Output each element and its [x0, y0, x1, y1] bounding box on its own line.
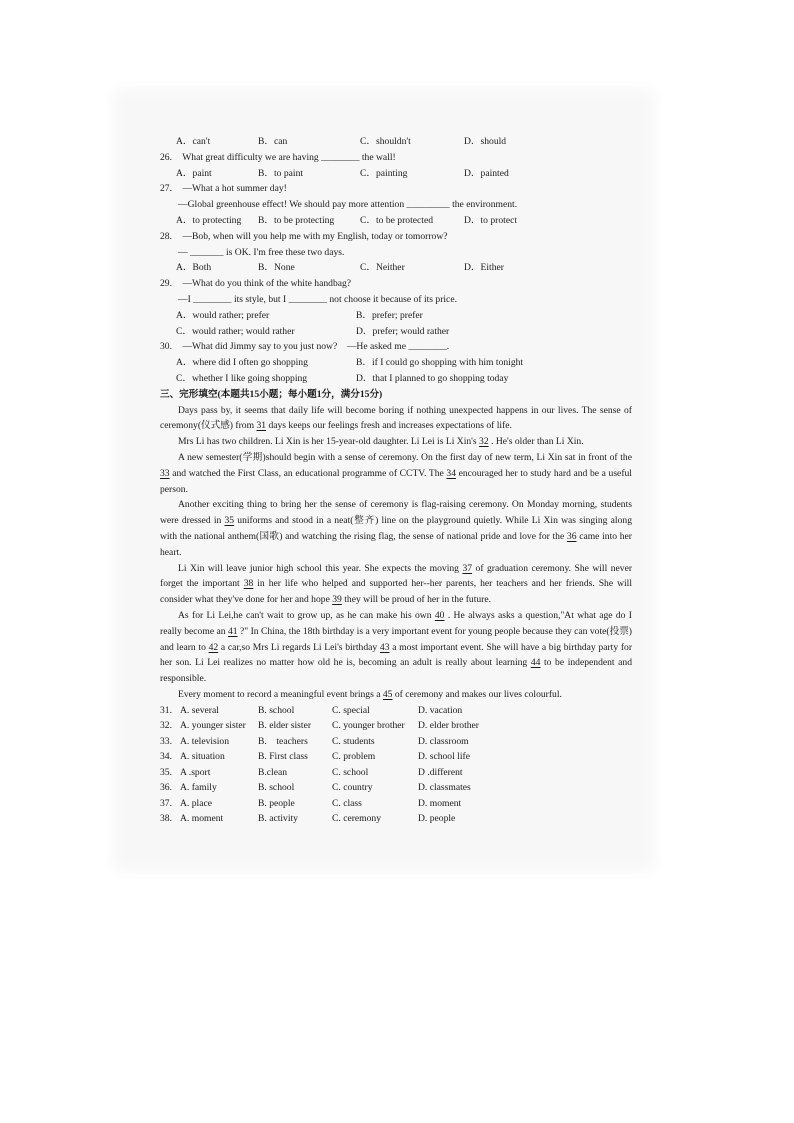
q29-stem [160, 276, 632, 292]
q29-option-b: B．prefer; prefer [356, 309, 423, 321]
blank-44: 44 [530, 657, 541, 669]
blank-42: 42 [208, 641, 219, 653]
blank-40: 40 [434, 609, 445, 621]
passage-paragraph-4: Another exciting thing to bring her the sense of ceremony is flag-raising ceremony. On Monday morning, students were dressed in 35 uniforms and stood in a neat(整齐) line on the playground quietly. While Li Xin was singing along with the national anthem(国歌) and watching the rising flag, the sense of national pride and love for the 36 came into her heart. [160, 499, 632, 558]
q25-options [160, 134, 632, 150]
q30-options-cd [160, 371, 632, 387]
q25-option-c: C．shouldn't [360, 136, 411, 147]
q29-options-cd [160, 324, 632, 340]
blank-33: 33 [160, 467, 170, 479]
q30-stem [160, 339, 632, 355]
blank-32: 32 [479, 436, 489, 448]
blank-35: 35 [224, 515, 235, 527]
cloze-question-37: 37. A. place B. people C. class D. moment [160, 797, 462, 809]
section-heading: 三、完形填空(本题共15小题；每小题1分，满分15分) [160, 388, 383, 400]
q28-option-c: C．Neither [360, 262, 405, 274]
passage-paragraph-2: Mrs Li has two children. Li Xin is her 15-year-old daughter. Li Lei is Li Xin's 32 . He's older than Li Xin. [178, 436, 584, 448]
cloze-question-36: 36. A. family B. school C. country D. classmates [160, 782, 471, 794]
q30-option-b: B．if I could go shopping with him tonight [356, 357, 524, 369]
q28-options [160, 260, 632, 276]
exam-content [160, 134, 632, 827]
cloze-question-38: 38. A. moment B. activity C. ceremony D. people [160, 813, 456, 825]
q28-option-d: D．Either [464, 262, 504, 274]
q26-stem [160, 150, 632, 166]
q28-line1: —Bob, when will you help me with my English, today or tomorrow? [182, 230, 448, 242]
q30-options-ab [160, 355, 632, 371]
q27-option-c: C．to be protected [360, 214, 433, 226]
q30-line1: —What did Jimmy say to you just now? —He asked me ________. [182, 341, 450, 353]
q28-option-b: B．None [258, 262, 295, 274]
q29-option-d: D．prefer; would rather [356, 325, 450, 337]
q27-option-a: A．to protecting [176, 214, 242, 226]
q29-number: 29. [160, 278, 172, 290]
passage-paragraph-1: Days pass by, it seems that daily life will become boring if nothing unexpected happens in our lives. The sense of ceremony(仪式感) from 31 days keeps our feelings fresh and increases expectations of life. [160, 404, 632, 432]
passage-paragraph-3: A new semester(学期)should begin with a sense of ceremony. On the first day of new term, Li Xin sat in front of the 33 and watched the First Class, an educational programme of CCTV. The 34 encouraged her to study hard and be a useful person. [160, 451, 632, 495]
passage-paragraph-7: Every moment to record a meaningful event brings a 45 of ceremony and makes our lives colourful. [178, 688, 562, 700]
q26-option-c: C．painting [360, 167, 408, 179]
q27-option-b: B．to be protecting [258, 214, 335, 226]
blank-37: 37 [462, 562, 473, 574]
q26-text: What great difficulty we are having ________ the wall! [182, 151, 396, 163]
q25-option-d: D．should [464, 136, 507, 147]
passage-paragraph-6: As for Li Lei,he can't wait to grow up, as he can make his own 40 . He always asks a question,"At what age do I really become an 41 ?" In China, the 18th birthday is a very important event for young people because they can vote(投票) and learn to 42 a car,so Mrs Li regards Li Lei's birthday 43 a most important event. She will have a big birthday party for her son. Li Lei realizes no matter how old he is, becoming an adult is really about learning 44 to be independent and responsible. [160, 609, 633, 685]
q26-option-b: B．to paint [258, 167, 304, 179]
blank-36: 36 [566, 530, 577, 542]
passage-paragraph-5: Li Xin will leave junior high school this year. She expects the moving 37 of graduation ceremony. She will never forget the important 38 in her life who helped and supported her--her parents, her teachers and her friends. She will consider what they've done for her and hope 39 they will be proud of her in the future. [160, 562, 633, 606]
q27-stem [160, 181, 632, 197]
q30-option-c: C．whether I like going shopping [176, 372, 308, 384]
q29-options-ab [160, 308, 632, 324]
blank-34: 34 [446, 467, 456, 479]
q30-number: 30. [160, 341, 172, 353]
blank-43: 43 [379, 641, 390, 653]
blank-41: 41 [227, 625, 238, 637]
cloze-question-34: 34. A. situation B. First class C. problem D. school life [160, 751, 470, 763]
q28-option-a: A．Both [176, 262, 212, 274]
q26-option-a: A．paint [176, 167, 212, 179]
cloze-question-31: 31. A. several B. school C. special D. vacation [160, 704, 463, 716]
q26-option-d: D．painted [464, 167, 509, 179]
q27-number: 27. [160, 183, 172, 195]
q29-line1: —What do you think of the white handbag? [182, 278, 352, 290]
q29-option-c: C．would rather; would rather [176, 325, 295, 337]
q30-option-a: A．where did I often go shopping [176, 357, 308, 369]
q25-option-a: A．can't [176, 136, 211, 147]
q26-number: 26. [160, 151, 172, 163]
q28-number: 28. [160, 230, 172, 242]
q25-option-b: B．can [258, 136, 288, 147]
q26-options [160, 166, 632, 182]
q29-line2: —I ________ its style, but I ________ not choose it because of its price. [178, 293, 457, 305]
q27-line1: —What a hot summer day! [182, 183, 287, 195]
q28-line2: — _______ is OK. I'm free these two days. [178, 246, 345, 258]
cloze-question-32: 32. A. younger sister B. elder sister C. younger brother D. elder brother [160, 720, 480, 732]
cloze-question-list [160, 703, 632, 827]
cloze-question-33: 33. A. television B. teachers C. students D. classroom [160, 735, 469, 747]
cloze-question-35: 35. A .sport B.clean C. school D .different [160, 766, 463, 778]
q27-options [160, 213, 632, 229]
q27-line2: —Global greenhouse effect! We should pay more attention _________ the environment. [178, 199, 518, 211]
q30-option-d: D．that I planned to go shopping today [356, 372, 509, 384]
q28-stem [160, 229, 632, 245]
blank-38: 38 [243, 578, 254, 590]
blank-45: 45 [382, 688, 393, 700]
q29-option-a: A．would rather; prefer [176, 309, 270, 321]
q27-option-d: D．to protect [464, 214, 518, 226]
blank-31: 31 [256, 420, 267, 432]
blank-39: 39 [332, 594, 342, 606]
